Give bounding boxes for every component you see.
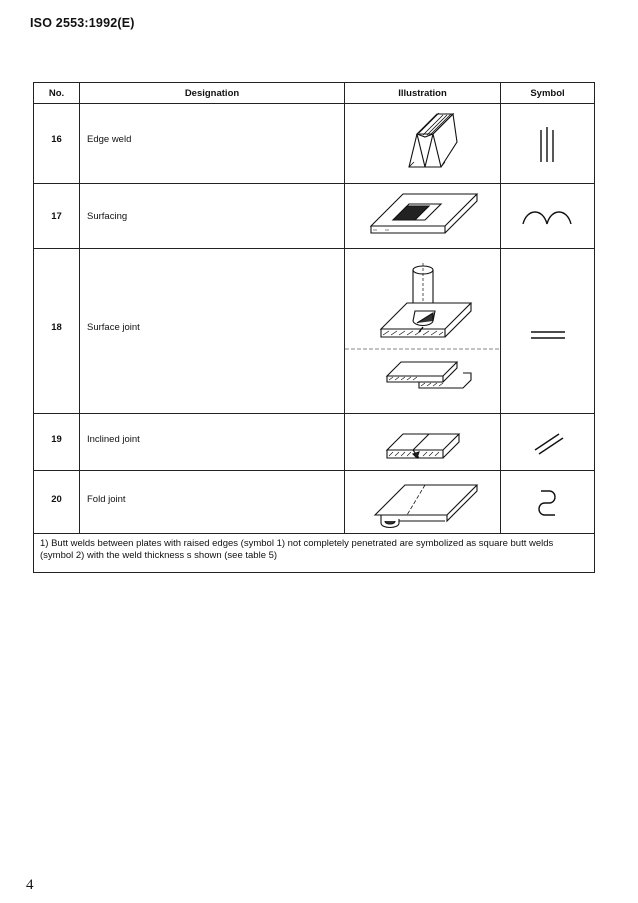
row-number-cell: [34, 471, 80, 534]
symbol-cell: [501, 104, 595, 184]
column-header-designation: Designation: [80, 83, 345, 104]
designation-cell: [80, 471, 345, 534]
column-header-illustration: Illustration: [345, 83, 501, 104]
symbol-cell: [501, 184, 595, 249]
designation-cell: [80, 104, 345, 184]
illustration-cell: [345, 104, 501, 184]
row-number-cell: [34, 104, 80, 184]
designation-text: Surfacing: [87, 211, 128, 222]
document-code: ISO 2553:1992(E): [30, 16, 135, 30]
inclined-joint-symbol-icon: [501, 414, 595, 470]
surface-joint-symbol-icon: [501, 249, 595, 413]
footnote-text: 1) Butt welds between plates with raised edges (symbol 1) not completely penetrated are symbolized as square butt welds (symbol 2) with the weld thickness s shown (see table 5): [34, 534, 595, 573]
table-row: [34, 471, 595, 534]
symbol-cell: [501, 249, 595, 414]
designation-text: Surface joint: [87, 322, 140, 333]
row-number: 19: [51, 434, 62, 445]
surfacing-illustration: [345, 184, 501, 248]
fold-joint-illustration: [345, 471, 501, 533]
row-number: 18: [51, 322, 62, 333]
designation-text: Edge weld: [87, 134, 132, 145]
edge-weld-symbol-icon: [501, 104, 595, 183]
illustration-cell: [345, 414, 501, 471]
column-header-symbol: Symbol: [501, 83, 595, 104]
row-number: 17: [51, 211, 62, 222]
illustration-cell: [345, 471, 501, 534]
illustration-cell: [345, 249, 501, 414]
surface-joint-illustration: [345, 249, 501, 413]
row-number-cell: [34, 249, 80, 414]
designation-cell: [80, 414, 345, 471]
edge-weld-illustration: [345, 104, 501, 183]
symbol-cell: [501, 414, 595, 471]
footnote-row: [34, 534, 595, 573]
row-number-cell: [34, 414, 80, 471]
table-header-row: [34, 83, 595, 104]
row-number-cell: [34, 184, 80, 249]
table-row: [34, 104, 595, 184]
table-row: [34, 249, 595, 414]
fold-joint-symbol-icon: [501, 471, 595, 533]
row-number: 16: [51, 134, 62, 145]
inclined-joint-illustration: [345, 414, 501, 470]
page-number: 4: [26, 877, 34, 893]
designation-cell: [80, 249, 345, 414]
row-number: 20: [51, 494, 62, 505]
designation-text: Fold joint: [87, 494, 126, 505]
column-header-no: No.: [34, 83, 80, 104]
symbol-cell: [501, 471, 595, 534]
surfacing-symbol-icon: [501, 184, 595, 248]
weld-symbols-table: [33, 82, 595, 573]
designation-cell: [80, 184, 345, 249]
illustration-cell: [345, 184, 501, 249]
table-row: [34, 414, 595, 471]
table-row: [34, 184, 595, 249]
designation-text: Inclined joint: [87, 434, 140, 445]
